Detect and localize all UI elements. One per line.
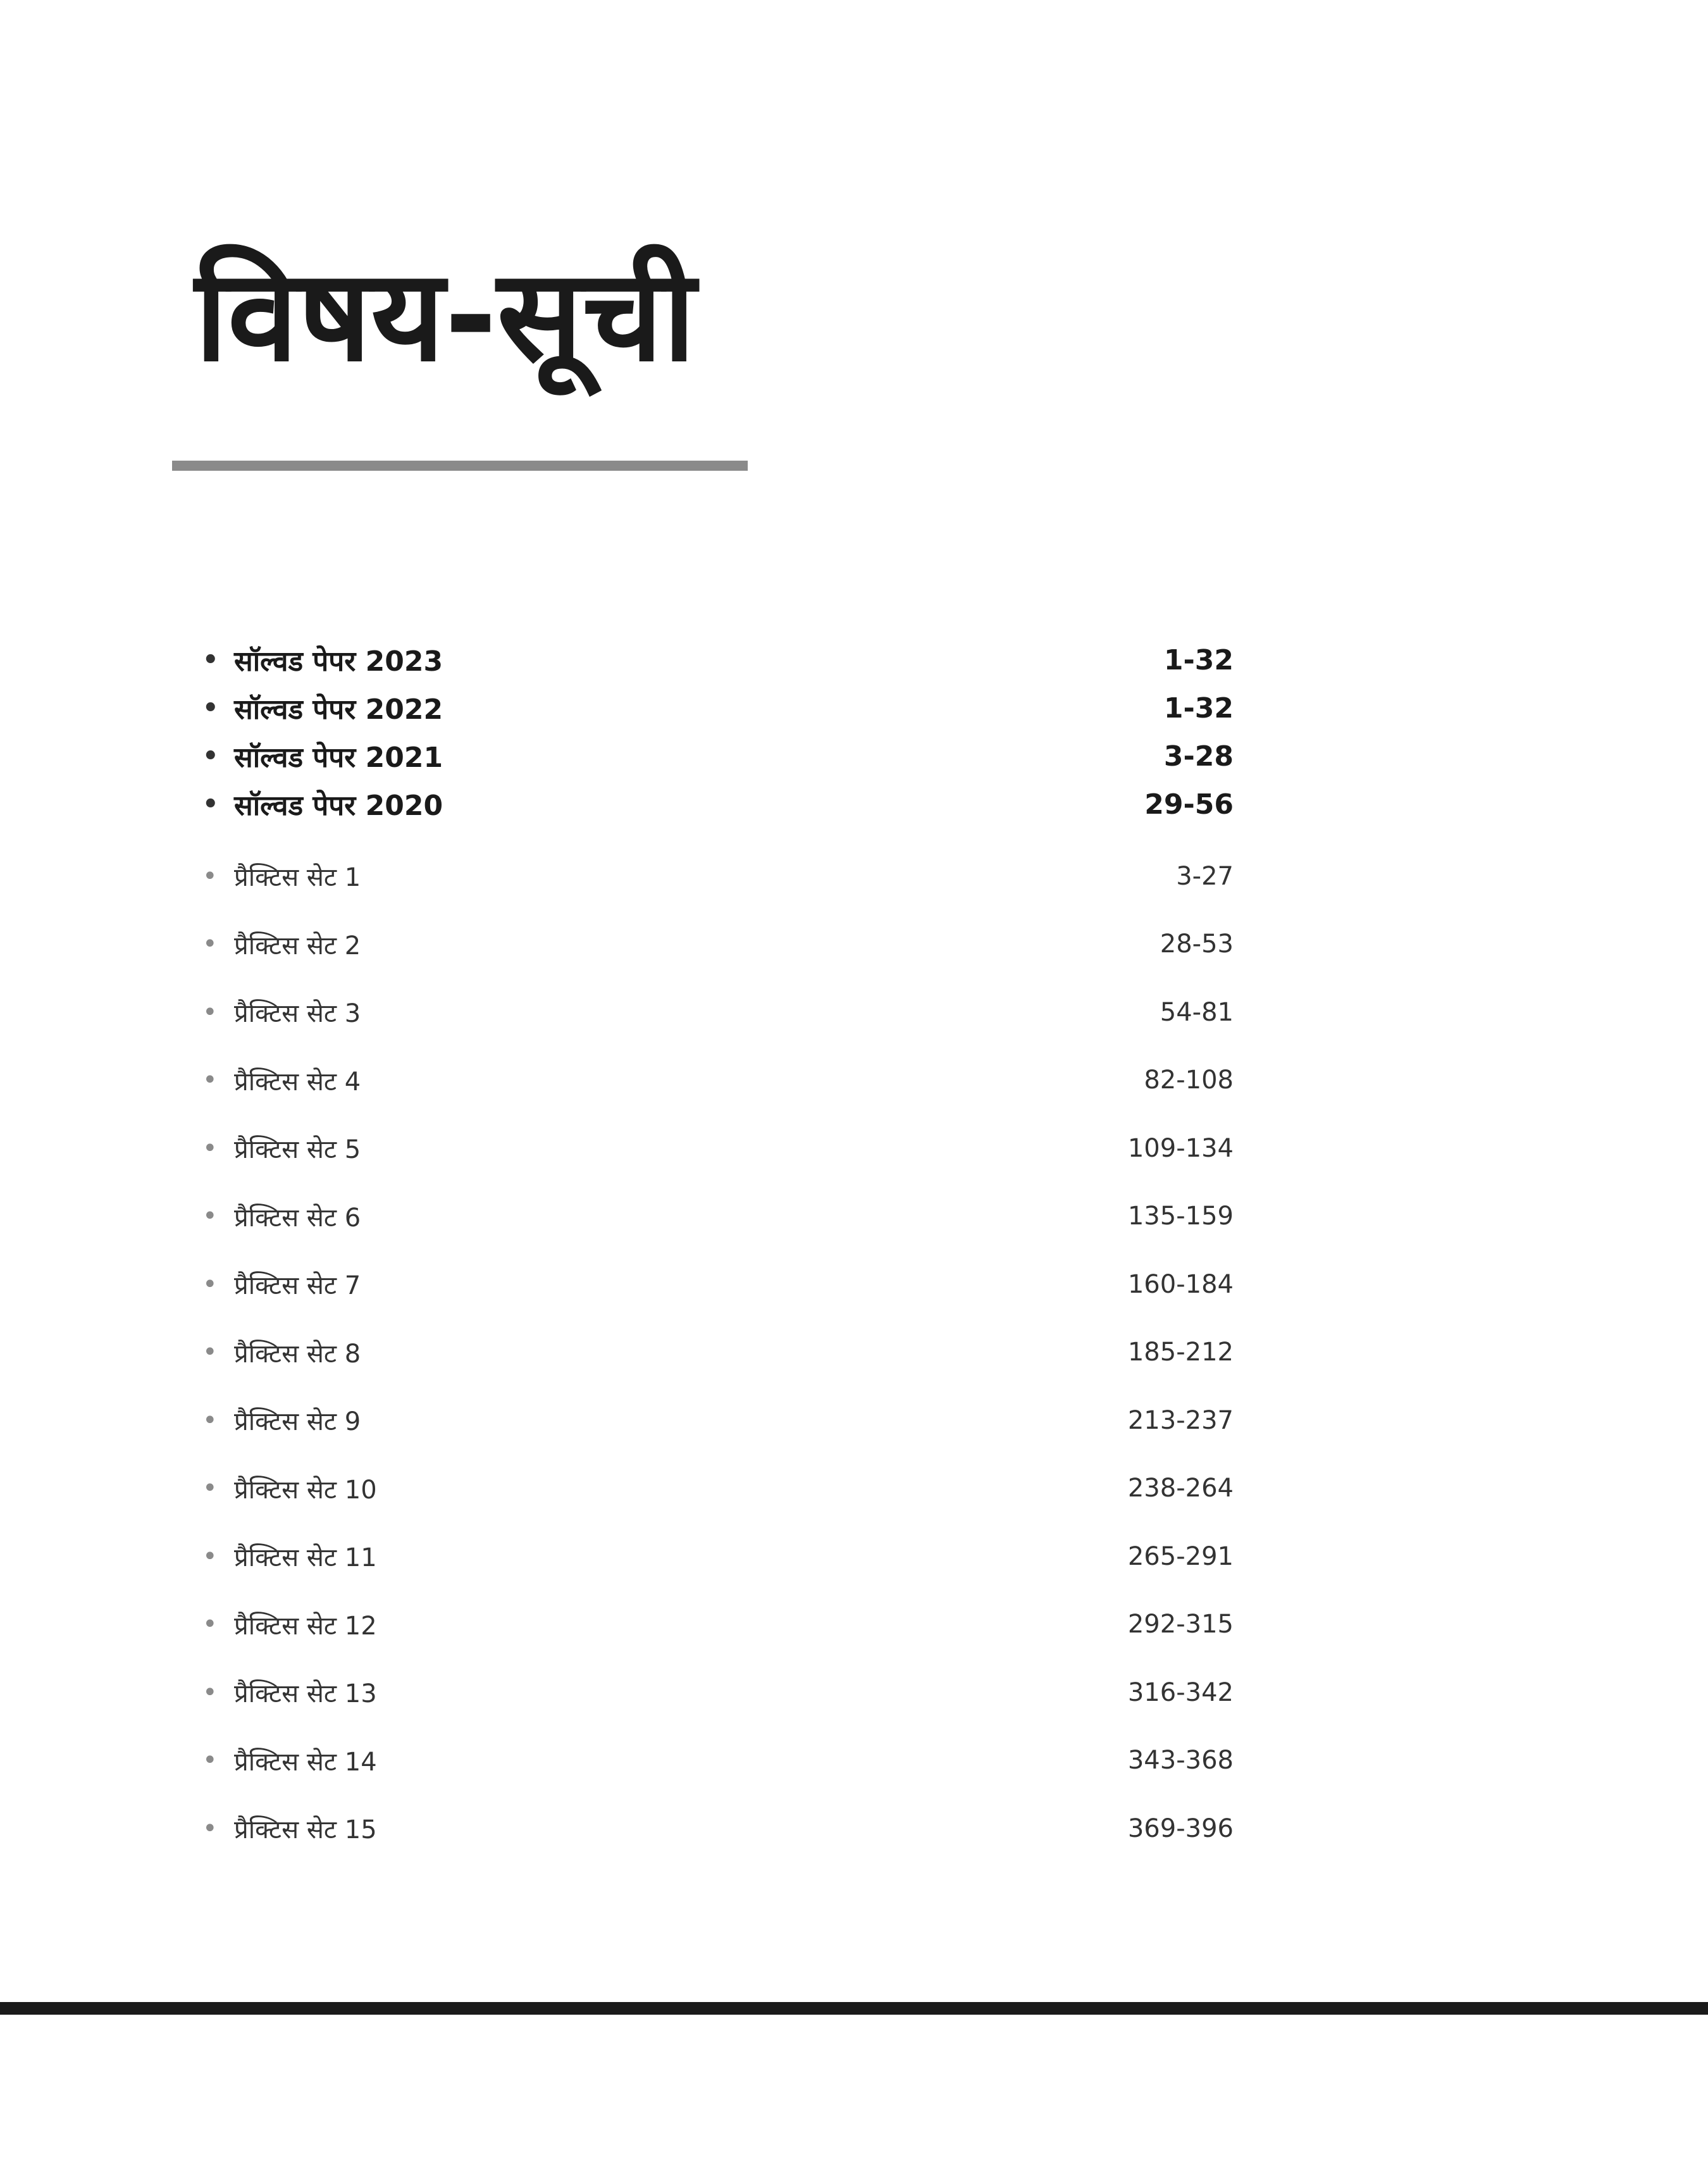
toc-entry-label: सॉल्वड पेपर 2022	[234, 693, 443, 726]
toc-entry-pages: 343-368	[1127, 1746, 1234, 1776]
toc-entry-solved-2023[interactable]	[202, 636, 1234, 684]
toc-entry-practice-8[interactable]	[202, 1319, 1234, 1387]
toc-entry-practice-15[interactable]	[202, 1794, 1234, 1863]
bullet-icon: •	[202, 1338, 218, 1367]
bullet-icon: •	[202, 997, 218, 1027]
practice-sets-list	[202, 842, 1234, 1863]
bullet-icon: •	[202, 861, 218, 891]
toc-entry-solved-2022[interactable]	[202, 684, 1234, 732]
toc-entry-pages: 292-315	[1127, 1610, 1234, 1639]
toc-entry-label: प्रैक्टिस सेट 7	[234, 1271, 361, 1301]
bullet-icon: •	[202, 1746, 218, 1776]
toc-entry-practice-3[interactable]	[202, 978, 1234, 1047]
bullet-icon: •	[202, 1405, 218, 1435]
bullet-icon: •	[202, 790, 219, 819]
toc-entry-label: प्रैक्टिस सेट 5	[234, 1135, 361, 1165]
table-of-contents	[202, 636, 1234, 1863]
bullet-icon: •	[202, 1202, 218, 1231]
page-title: विषय-सूची	[195, 242, 696, 390]
toc-entry-label: प्रैक्टिस सेट 1	[234, 863, 361, 893]
toc-entry-practice-13[interactable]	[202, 1658, 1234, 1727]
toc-entry-label: प्रैक्टिस सेट 3	[234, 999, 361, 1029]
bullet-icon: •	[202, 930, 218, 959]
toc-entry-practice-7[interactable]	[202, 1250, 1234, 1319]
toc-entry-label: प्रैक्टिस सेट 9	[234, 1407, 361, 1437]
toc-entry-pages: 54-81	[1160, 997, 1234, 1027]
toc-entry-practice-10[interactable]	[202, 1455, 1234, 1523]
bottom-rule	[0, 2002, 1708, 2015]
toc-entry-pages: 160-184	[1127, 1269, 1234, 1299]
toc-entry-solved-2020[interactable]	[202, 780, 1234, 828]
toc-entry-practice-4[interactable]	[202, 1047, 1234, 1115]
toc-entry-label: सॉल्वड पेपर 2023	[234, 645, 443, 678]
toc-entry-label: सॉल्वड पेपर 2021	[234, 742, 443, 774]
toc-entry-label: प्रैक्टिस सेट 10	[234, 1475, 377, 1505]
toc-entry-label: प्रैक्टिस सेट 2	[234, 931, 361, 961]
toc-entry-label: प्रैक्टिस सेट 8	[234, 1339, 361, 1369]
toc-entry-label: प्रैक्टिस सेट 11	[234, 1543, 377, 1573]
toc-entry-label: प्रैक्टिस सेट 4	[234, 1067, 361, 1097]
toc-entry-pages: 185-212	[1127, 1338, 1234, 1367]
toc-entry-practice-12[interactable]	[202, 1591, 1234, 1659]
toc-entry-label: सॉल्वड पेपर 2020	[234, 790, 443, 822]
toc-entry-practice-9[interactable]	[202, 1386, 1234, 1455]
toc-entry-pages: 135-159	[1127, 1202, 1234, 1231]
toc-entry-label: प्रैक्टिस सेट 12	[234, 1611, 377, 1641]
toc-entry-pages: 82-108	[1144, 1066, 1234, 1095]
toc-entry-pages: 3-28	[1163, 740, 1234, 773]
bullet-icon: •	[202, 1066, 218, 1095]
bullet-icon: •	[202, 1813, 218, 1843]
toc-entry-pages: 316-342	[1127, 1677, 1234, 1707]
toc-entry-practice-5[interactable]	[202, 1114, 1234, 1183]
toc-entry-pages: 369-396	[1127, 1813, 1234, 1843]
toc-entry-practice-11[interactable]	[202, 1522, 1234, 1591]
bullet-icon: •	[202, 693, 219, 723]
toc-entry-pages: 29-56	[1144, 788, 1234, 821]
solved-papers-list	[202, 636, 1234, 828]
toc-entry-pages: 1-32	[1163, 644, 1234, 676]
bullet-icon: •	[202, 1677, 218, 1707]
toc-entry-pages: 1-32	[1163, 692, 1234, 725]
toc-entry-pages: 3-27	[1176, 861, 1234, 891]
toc-entry-practice-1[interactable]	[202, 842, 1234, 911]
bullet-icon: •	[202, 742, 219, 771]
toc-entry-pages: 213-237	[1127, 1405, 1234, 1435]
toc-entry-pages: 265-291	[1127, 1541, 1234, 1571]
bullet-icon: •	[202, 1474, 218, 1503]
toc-entry-pages: 238-264	[1127, 1474, 1234, 1503]
toc-entry-label: प्रैक्टिस सेट 15	[234, 1815, 377, 1845]
toc-entry-solved-2021[interactable]	[202, 732, 1234, 780]
toc-entry-label: प्रैक्टिस सेट 14	[234, 1747, 377, 1777]
bullet-icon: •	[202, 1541, 218, 1571]
title-underline	[172, 461, 748, 471]
bullet-icon: •	[202, 645, 219, 675]
bullet-icon: •	[202, 1133, 218, 1163]
bullet-icon: •	[202, 1610, 218, 1639]
toc-entry-label: प्रैक्टिस सेट 13	[234, 1679, 377, 1709]
toc-entry-practice-2[interactable]	[202, 911, 1234, 979]
toc-entry-practice-6[interactable]	[202, 1183, 1234, 1251]
toc-entry-pages: 109-134	[1127, 1133, 1234, 1163]
toc-entry-pages: 28-53	[1160, 930, 1234, 959]
toc-entry-label: प्रैक्टिस सेट 6	[234, 1203, 361, 1233]
toc-entry-practice-14[interactable]	[202, 1727, 1234, 1795]
bullet-icon: •	[202, 1269, 218, 1299]
